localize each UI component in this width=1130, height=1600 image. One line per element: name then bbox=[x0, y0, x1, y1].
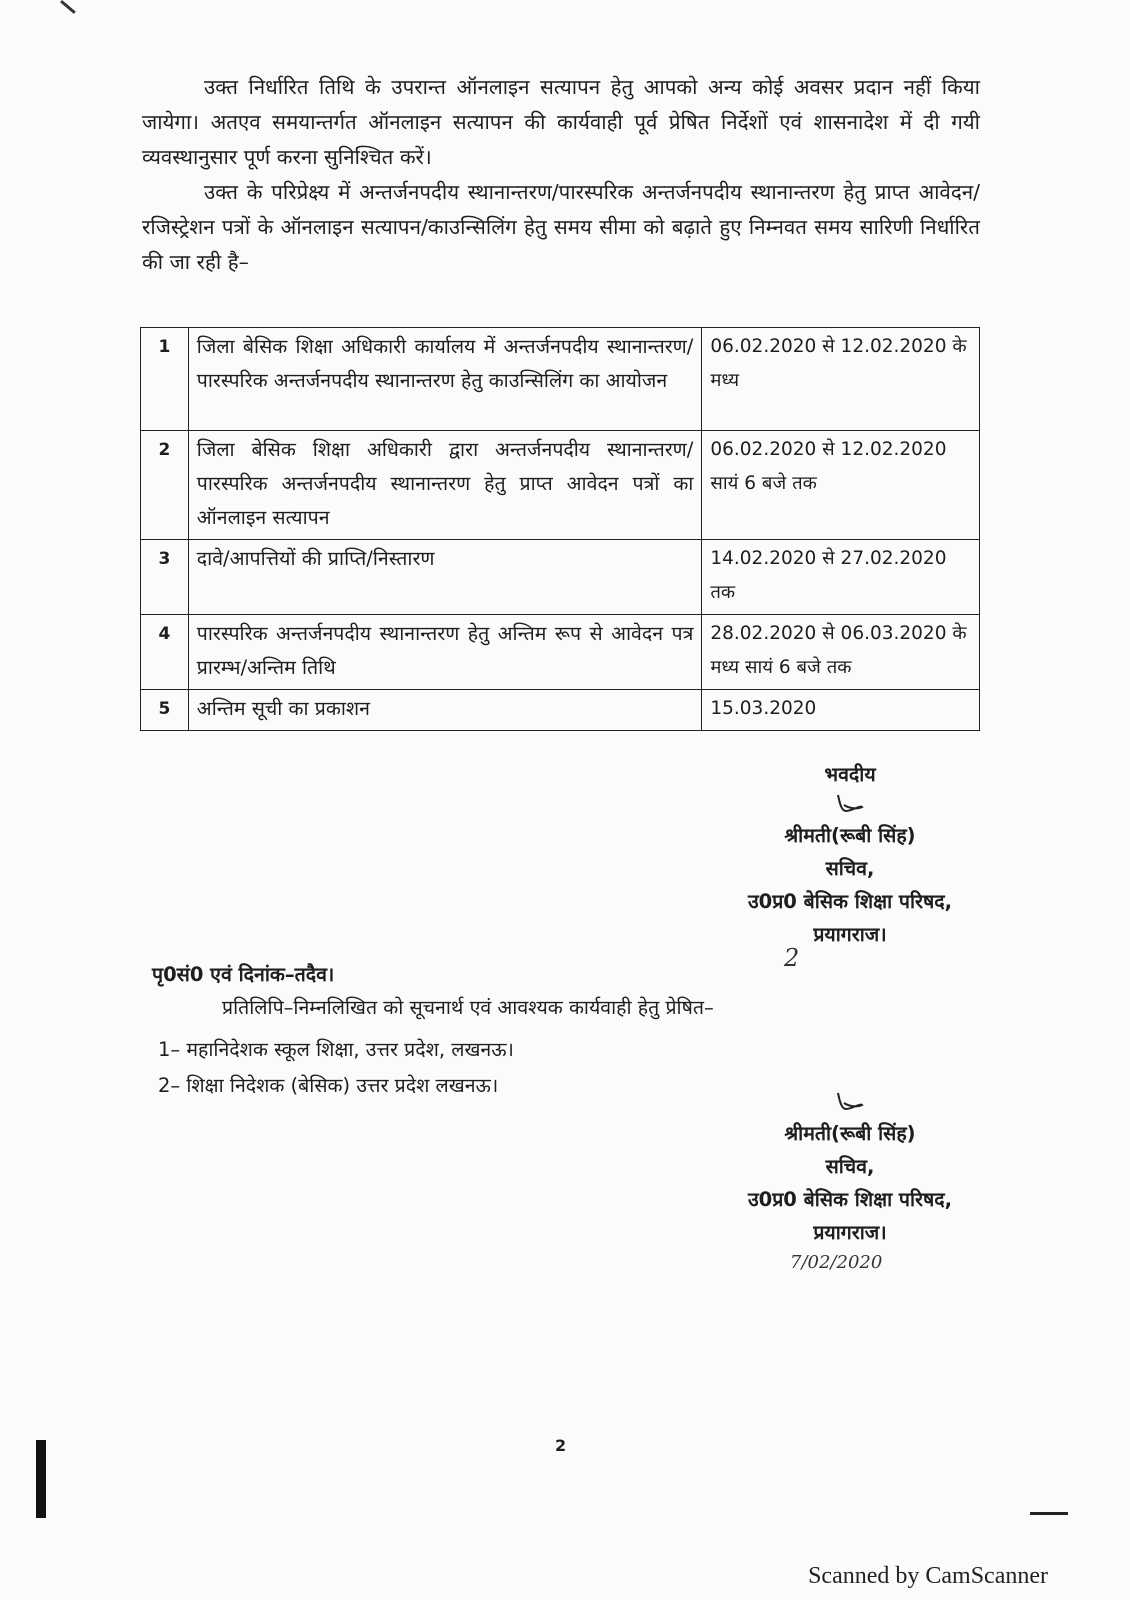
row-description: अन्तिम सूची का प्रकाशन bbox=[188, 690, 702, 731]
paragraph-schedule-intro: उक्त के परिप्रेक्ष्य में अन्तर्जनपदीय स्थानान्तरण/पारस्परिक अन्तर्जनपदीय स्थानान्तरण हेतु प्राप्त आवेदन/रजिस्ट्रेशन पत्रों के ऑनलाइन सत्यापन/काउन्सिलिंग हेतु समय सीमा को बढ़ाते हुए निम्नवत समय सारिणी निर्धारित की जा रही है– bbox=[142, 180, 980, 274]
table-row bbox=[141, 431, 980, 540]
row-date: 15.03.2020 bbox=[702, 690, 980, 731]
row-date: 06.02.2020 से 12.02.2020 सायं 6 बजे तक bbox=[702, 431, 980, 540]
scanner-watermark: Scanned by CamScanner bbox=[808, 1563, 1048, 1589]
table-row bbox=[141, 615, 980, 690]
row-date: 14.02.2020 से 27.02.2020 तक bbox=[702, 540, 980, 615]
row-number: 1 bbox=[141, 328, 189, 431]
row-description: जिला बेसिक शिक्षा अधिकारी द्वारा अन्तर्जनपदीय स्थानान्तरण/पारस्परिक अन्तर्जनपदीय स्थानान्तरण हेतु प्राप्त आवेदन पत्रों का ऑनलाइन सत्यापन bbox=[188, 431, 702, 540]
row-date: 06.02.2020 से 12.02.2020 के मध्य bbox=[702, 328, 980, 431]
signature-scribble-icon bbox=[720, 1089, 980, 1117]
table-row bbox=[141, 328, 980, 431]
table-row bbox=[141, 540, 980, 615]
row-number: 3 bbox=[141, 540, 189, 615]
signatory-name: श्रीमती(रूबी सिंह) bbox=[784, 824, 916, 847]
signature-block-2 bbox=[720, 1122, 980, 1249]
list-item: 1– महानिदेशक स्कूल शिक्षा, उत्तर प्रदेश, लखनऊ। bbox=[158, 1038, 514, 1061]
signature-block-1 bbox=[720, 758, 980, 951]
signatory-place: प्रयागराज। bbox=[813, 923, 887, 946]
row-description: पारस्परिक अन्तर्जनपदीय स्थानान्तरण हेतु अन्तिम रूप से आवेदन पत्र प्रारम्भ/अन्तिम तिथि bbox=[188, 615, 702, 690]
list-item: 2– शिक्षा निदेशक (बेसिक) उत्तर प्रदेश लखनऊ। bbox=[158, 1074, 499, 1097]
handwritten-mark: 2 bbox=[784, 944, 800, 972]
signature-scribble-icon bbox=[720, 791, 980, 819]
schedule-table bbox=[140, 327, 980, 731]
row-number: 5 bbox=[141, 690, 189, 731]
row-number: 4 bbox=[141, 615, 189, 690]
scan-bottom-mark bbox=[1030, 1512, 1068, 1515]
paragraph-deadline-notice: उक्त निर्धारित तिथि के उपरान्त ऑनलाइन सत्यापन हेतु आपको अन्य कोई अवसर प्रदान नहीं किया जायेगा। अतएव समयान्तर्गत ऑनलाइन सत्यापन की कार्यवाही पूर्व प्रेषित निर्देशों एवं शासनादेश में दी गयी व्यवस्थानुसार पूर्ण करना सुनिश्चित करें। bbox=[142, 75, 980, 169]
table-row bbox=[141, 690, 980, 731]
row-description: दावे/आपत्तियों की प्राप्ति/निस्तारण bbox=[188, 540, 702, 615]
signatory-organization: उ0प्र0 बेसिक शिक्षा परिषद, bbox=[747, 1188, 953, 1211]
signatory-organization: उ0प्र0 बेसिक शिक्षा परिषद, bbox=[747, 890, 953, 913]
reference-line: पृ0सं0 एवं दिनांक–तदैव। bbox=[152, 963, 335, 986]
copy-intro: प्रतिलिपि–निम्नलिखित को सूचनार्थ एवं आवश्यक कार्यवाही हेतु प्रेषित– bbox=[222, 996, 714, 1019]
signatory-designation: सचिव, bbox=[825, 1155, 875, 1178]
copy-recipients-list bbox=[158, 1032, 514, 1104]
row-number: 2 bbox=[141, 431, 189, 540]
signatory-name: श्रीमती(रूबी सिंह) bbox=[784, 1122, 916, 1145]
row-date: 28.02.2020 से 06.03.2020 के मध्य सायं 6 बजे तक bbox=[702, 615, 980, 690]
row-description: जिला बेसिक शिक्षा अधिकारी कार्यालय में अन्तर्जनपदीय स्थानान्तरण/पारस्परिक अन्तर्जनपदीय स्थानान्तरण हेतु काउन्सिलिंग का आयोजन bbox=[188, 328, 702, 431]
scan-corner-mark bbox=[60, 0, 76, 14]
signatory-place: प्रयागराज। bbox=[813, 1221, 887, 1244]
handwritten-date: 7/02/2020 bbox=[790, 1252, 883, 1273]
closing-text: भवदीय bbox=[824, 763, 876, 786]
signatory-designation: सचिव, bbox=[825, 857, 875, 880]
scan-edge-mark bbox=[36, 1440, 46, 1518]
page-number: 2 bbox=[555, 1436, 567, 1455]
